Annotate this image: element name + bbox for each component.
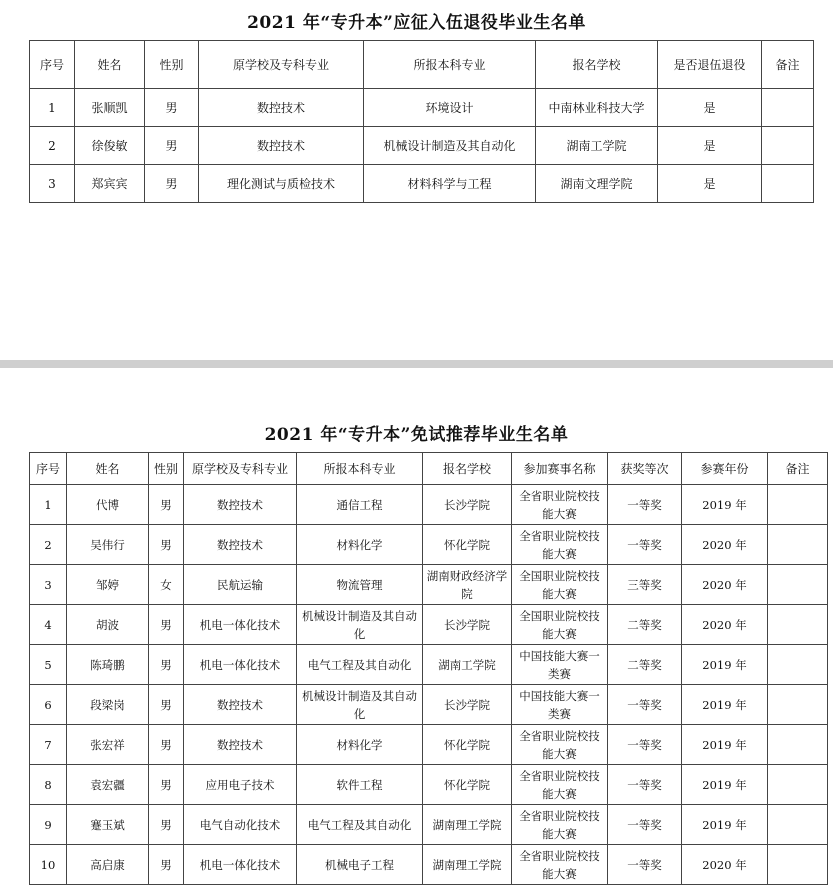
column-header: 所报本科专业	[297, 453, 423, 485]
column-header: 参赛年份	[682, 453, 768, 485]
column-header: 序号	[30, 453, 67, 485]
table-cell: 男	[149, 485, 184, 525]
table-cell: 机械设计制造及其自动化	[297, 685, 423, 725]
table-cell: 男	[149, 525, 184, 565]
table-cell: 长沙学院	[423, 685, 512, 725]
table-cell: 1	[30, 89, 75, 127]
table-cell	[768, 805, 828, 845]
column-header: 获奖等次	[608, 453, 682, 485]
table-cell: 数控技术	[184, 685, 297, 725]
table-cell: 电气工程及其自动化	[297, 805, 423, 845]
table-cell: 数控技术	[199, 127, 364, 165]
table-cell	[768, 485, 828, 525]
table-cell: 数控技术	[184, 485, 297, 525]
table-cell: 2020 年	[682, 565, 768, 605]
table-cell: 男	[145, 165, 199, 203]
table-cell: 男	[149, 725, 184, 765]
doc2-title: 2021 年“专升本”免试推荐毕业生名单	[264, 425, 569, 445]
table-cell: 中国技能大赛一类赛	[512, 685, 608, 725]
table-cell: 胡波	[67, 605, 149, 645]
table-cell	[768, 565, 828, 605]
column-header: 原学校及专科专业	[199, 41, 364, 89]
table-cell: 环境设计	[364, 89, 536, 127]
table-cell	[768, 645, 828, 685]
table-cell: 物流管理	[297, 565, 423, 605]
table-cell: 一等奖	[608, 845, 682, 885]
table-cell: 代博	[67, 485, 149, 525]
column-header: 性别	[145, 41, 199, 89]
table-cell: 湖南财政经济学院	[423, 565, 512, 605]
table-cell: 湖南工学院	[423, 645, 512, 685]
table-cell: 材料化学	[297, 525, 423, 565]
table-cell: 电气自动化技术	[184, 805, 297, 845]
table-cell: 是	[658, 165, 762, 203]
table-header-row	[30, 41, 814, 89]
table-cell	[768, 845, 828, 885]
table-cell: 怀化学院	[423, 725, 512, 765]
table-cell: 一等奖	[608, 725, 682, 765]
table-row	[30, 605, 828, 645]
table-cell: 张顺凯	[75, 89, 145, 127]
table-cell: 陈琦鹏	[67, 645, 149, 685]
table-cell: 通信工程	[297, 485, 423, 525]
table-cell: 9	[30, 805, 67, 845]
table-cell: 2020 年	[682, 845, 768, 885]
table-cell: 2	[30, 127, 75, 165]
table-cell: 3	[30, 165, 75, 203]
table-cell: 2019 年	[682, 765, 768, 805]
table-cell: 男	[149, 805, 184, 845]
table-cell: 蹇玉斌	[67, 805, 149, 845]
table-cell: 材料科学与工程	[364, 165, 536, 203]
table-cell: 7	[30, 725, 67, 765]
table-row	[30, 165, 814, 203]
table-row	[30, 89, 814, 127]
table-cell: 二等奖	[608, 605, 682, 645]
table-cell: 2019 年	[682, 725, 768, 765]
page-2	[0, 368, 833, 891]
table-row	[30, 485, 828, 525]
table-cell: 男	[145, 89, 199, 127]
column-header: 所报本科专业	[364, 41, 536, 89]
table-cell	[762, 127, 814, 165]
table-cell: 男	[149, 765, 184, 805]
column-header: 性别	[149, 453, 184, 485]
column-header: 原学校及专科专业	[184, 453, 297, 485]
table-cell: 机电一体化技术	[184, 645, 297, 685]
table-cell: 软件工程	[297, 765, 423, 805]
page-1	[0, 0, 833, 360]
table-cell: 4	[30, 605, 67, 645]
table-cell: 女	[149, 565, 184, 605]
table-cell: 机械设计制造及其自动化	[297, 605, 423, 645]
table-cell: 湖南理工学院	[423, 805, 512, 845]
table-cell: 中国技能大赛一类赛	[512, 645, 608, 685]
table-cell: 中南林业科技大学	[536, 89, 658, 127]
table-cell: 一等奖	[608, 485, 682, 525]
table-row	[30, 685, 828, 725]
column-header: 参加赛事名称	[512, 453, 608, 485]
table-cell: 三等奖	[608, 565, 682, 605]
table-cell: 2019 年	[682, 805, 768, 845]
column-header: 是否退伍退役	[658, 41, 762, 89]
table-cell: 2	[30, 525, 67, 565]
table-cell: 5	[30, 645, 67, 685]
column-header: 报名学校	[423, 453, 512, 485]
table-cell: 全省职业院校技能大赛	[512, 725, 608, 765]
table-cell: 6	[30, 685, 67, 725]
table-row	[30, 725, 828, 765]
column-header: 备注	[762, 41, 814, 89]
table-cell: 2019 年	[682, 485, 768, 525]
table-cell: 张宏祥	[67, 725, 149, 765]
table-cell	[768, 685, 828, 725]
table-cell: 应用电子技术	[184, 765, 297, 805]
table-cell: 8	[30, 765, 67, 805]
table-cell: 是	[658, 127, 762, 165]
table-cell: 2019 年	[682, 645, 768, 685]
table-cell: 一等奖	[608, 805, 682, 845]
table-row	[30, 805, 828, 845]
table-cell: 高启康	[67, 845, 149, 885]
table-cell: 数控技术	[199, 89, 364, 127]
doc2-table	[29, 452, 828, 885]
table-cell: 机电一体化技术	[184, 845, 297, 885]
table-cell: 郑宾宾	[75, 165, 145, 203]
table-cell: 2019 年	[682, 685, 768, 725]
table-cell: 全省职业院校技能大赛	[512, 765, 608, 805]
table-cell: 理化测试与质检技术	[199, 165, 364, 203]
table-cell: 2020 年	[682, 525, 768, 565]
table-cell: 怀化学院	[423, 765, 512, 805]
table-cell: 2020 年	[682, 605, 768, 645]
table-cell: 男	[149, 685, 184, 725]
table-cell: 男	[149, 605, 184, 645]
column-header: 姓名	[75, 41, 145, 89]
doc1-table	[29, 40, 814, 203]
doc1-title: 2021 年“专升本”应征入伍退役毕业生名单	[247, 13, 586, 33]
table-cell: 怀化学院	[423, 525, 512, 565]
table-cell: 湖南理工学院	[423, 845, 512, 885]
table-cell: 一等奖	[608, 765, 682, 805]
table-cell	[762, 89, 814, 127]
table-header-row	[30, 453, 828, 485]
table-cell: 3	[30, 565, 67, 605]
table-cell: 10	[30, 845, 67, 885]
table-cell: 材料化学	[297, 725, 423, 765]
table-cell: 机电一体化技术	[184, 605, 297, 645]
table-cell: 徐俊敏	[75, 127, 145, 165]
table-cell: 长沙学院	[423, 605, 512, 645]
table-row	[30, 645, 828, 685]
table-cell: 数控技术	[184, 525, 297, 565]
table-cell: 全国职业院校技能大赛	[512, 565, 608, 605]
table-row	[30, 765, 828, 805]
table-cell: 吴伟行	[67, 525, 149, 565]
table-cell: 长沙学院	[423, 485, 512, 525]
table-cell: 电气工程及其自动化	[297, 645, 423, 685]
table-cell: 机械设计制造及其自动化	[364, 127, 536, 165]
table-cell: 湖南文理学院	[536, 165, 658, 203]
table-cell: 数控技术	[184, 725, 297, 765]
table-row	[30, 127, 814, 165]
table-cell: 二等奖	[608, 645, 682, 685]
table-cell: 全省职业院校技能大赛	[512, 525, 608, 565]
table-cell	[768, 725, 828, 765]
table-cell	[768, 525, 828, 565]
table-cell: 1	[30, 485, 67, 525]
table-row	[30, 525, 828, 565]
table-cell	[762, 165, 814, 203]
table-cell: 全省职业院校技能大赛	[512, 805, 608, 845]
table-cell: 邹婷	[67, 565, 149, 605]
table-cell: 一等奖	[608, 525, 682, 565]
table-cell: 机械电子工程	[297, 845, 423, 885]
table-cell: 湖南工学院	[536, 127, 658, 165]
table-cell: 段梁岗	[67, 685, 149, 725]
table-cell: 是	[658, 89, 762, 127]
table-cell: 男	[149, 645, 184, 685]
table-cell: 男	[149, 845, 184, 885]
table-cell: 全国职业院校技能大赛	[512, 605, 608, 645]
table-row	[30, 565, 828, 605]
table-row	[30, 845, 828, 885]
column-header: 备注	[768, 453, 828, 485]
table-cell: 全省职业院校技能大赛	[512, 845, 608, 885]
page-separator	[0, 360, 833, 368]
table-cell	[768, 605, 828, 645]
table-cell: 袁宏疆	[67, 765, 149, 805]
column-header: 报名学校	[536, 41, 658, 89]
table-cell	[768, 765, 828, 805]
table-cell: 一等奖	[608, 685, 682, 725]
column-header: 姓名	[67, 453, 149, 485]
column-header: 序号	[30, 41, 75, 89]
table-cell: 男	[145, 127, 199, 165]
table-cell: 全省职业院校技能大赛	[512, 485, 608, 525]
table-cell: 民航运输	[184, 565, 297, 605]
